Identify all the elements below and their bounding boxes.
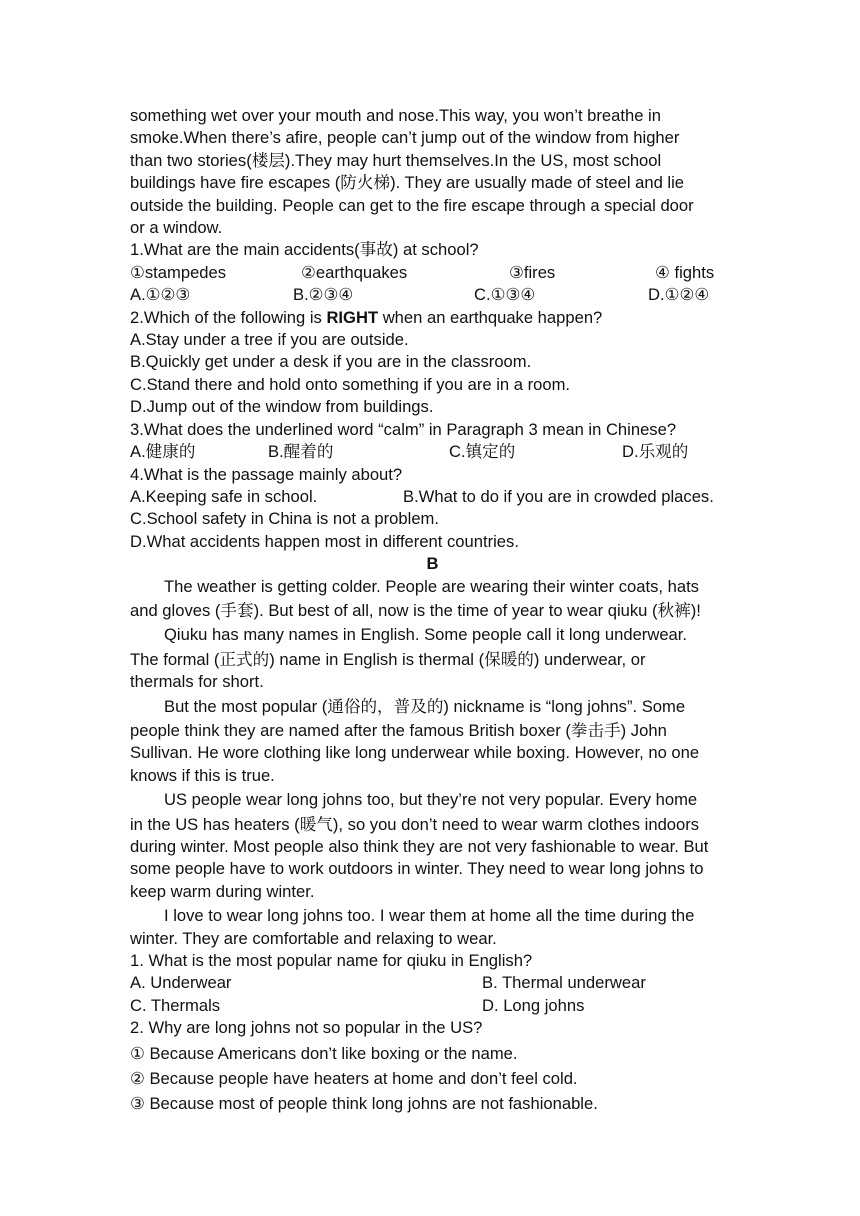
option-a: A. Underwear — [130, 973, 232, 993]
text-line: in the US has heaters (暖气), so you don’t need to wear warm clothes indoors — [130, 814, 700, 834]
question-suffix: when an earthquake happen? — [378, 307, 603, 327]
answer-options — [130, 284, 735, 306]
option-a: A.健康的 — [130, 442, 196, 462]
item: ④ fights — [655, 262, 715, 282]
text-line: smoke.When there’s afire, people can’t jump out of the window from higher — [130, 128, 680, 148]
item: ③fires — [509, 262, 556, 282]
question-text: 3.What does the underlined word “calm” in Paragraph 3 mean in Chinese? — [130, 419, 677, 439]
question-3 — [130, 419, 735, 464]
answer-options — [130, 995, 735, 1017]
question-text — [130, 307, 735, 329]
question-text: 1. What is the most popular name for qiuku in English? — [130, 951, 533, 971]
answer-options — [130, 441, 735, 463]
question-1 — [130, 239, 735, 306]
text-line: The weather is getting colder. People are wearing their winter coats, hats — [164, 576, 699, 596]
list-item: ① Because Americans don’t like boxing or the name. — [130, 1043, 518, 1063]
question-4 — [130, 464, 735, 554]
item: ①stampedes — [130, 262, 227, 282]
document-page — [130, 105, 735, 1116]
option-c: C. Thermals — [130, 995, 221, 1015]
list-item: ② Because people have heaters at home and don’t feel cold. — [130, 1069, 578, 1089]
answer-options — [130, 972, 735, 994]
question-b2 — [130, 1017, 735, 1116]
question-text: 4.What is the passage mainly about? — [130, 464, 403, 484]
option-a: A.①②③ — [130, 285, 191, 305]
item: ②earthquakes — [301, 262, 408, 282]
text-line: knows if this is true. — [130, 765, 275, 785]
option-a: A.Keeping safe in school. — [130, 486, 318, 506]
text-line: than two stories(楼层).They may hurt themselves.In the US, most school — [130, 150, 662, 170]
question-b1 — [130, 950, 735, 1017]
text-line: thermals for short. — [130, 672, 264, 692]
text-line: But the most popular (通俗的，普及的) nickname is “long johns”. Some — [164, 696, 686, 716]
question-emphasis: RIGHT — [326, 307, 379, 327]
option-d: D.①②④ — [648, 285, 710, 305]
text-line: or a window. — [130, 218, 223, 238]
paragraph — [130, 576, 735, 623]
paragraph — [130, 905, 735, 950]
option-b: B.醒着的 — [268, 442, 334, 462]
option-c: C.镇定的 — [449, 442, 516, 462]
option-c: C.School safety in China is not a problem. — [130, 509, 439, 529]
question-items — [130, 262, 735, 284]
text-line: The formal (正式的) name in English is thermal (保暖的) underwear, or — [130, 649, 646, 669]
text-line: Qiuku has many names in English. Some people call it long underwear. — [164, 625, 687, 645]
paragraph — [130, 624, 735, 693]
question-text: 1.What are the main accidents(事故) at school? — [130, 240, 479, 260]
text-line: buildings have fire escapes (防火梯). They are usually made of steel and lie — [130, 173, 685, 193]
passage-a-tail — [130, 105, 735, 239]
text-line: people think they are named after the famous British boxer (拳击手) John — [130, 720, 667, 740]
text-line: US people wear long johns too, but they’re not very popular. Every home — [164, 790, 698, 810]
text-line: I love to wear long johns too. I wear them at home all the time during the — [164, 906, 695, 926]
option-b: B.What to do if you are in crowded places. — [403, 486, 714, 506]
section-heading: B — [426, 554, 439, 574]
text-line: Sullivan. He wore clothing like long underwear while boxing. However, no one — [130, 743, 700, 763]
text-line: some people have to work outdoors in winter. They need to wear long johns to — [130, 859, 704, 879]
passage-b — [130, 576, 735, 951]
option-b: B.②③④ — [293, 285, 354, 305]
option-d: D.Jump out of the window from buildings. — [130, 397, 434, 417]
text-line: keep warm during winter. — [130, 881, 315, 901]
text-line: something wet over your mouth and nose.This way, you won’t breathe in — [130, 106, 661, 125]
option-a: A.Stay under a tree if you are outside. — [130, 330, 409, 350]
option-d: D.What accidents happen most in different countries. — [130, 531, 519, 551]
option-c: C.Stand there and hold onto something if you are in a room. — [130, 374, 571, 394]
answer-options — [130, 486, 735, 508]
question-prefix: 2.Which of the following is — [130, 307, 327, 327]
paragraph — [130, 789, 735, 903]
text-line: outside the building. People can get to the fire escape through a special door — [130, 195, 694, 215]
text-line: during winter. Most people also think they are not very fashionable to wear. But — [130, 837, 709, 856]
question-2 — [130, 307, 735, 419]
question-text: 2. Why are long johns not so popular in the US? — [130, 1018, 483, 1038]
paragraph — [130, 696, 735, 788]
option-d: D. Long johns — [482, 995, 585, 1015]
option-d: D.乐观的 — [622, 442, 689, 462]
option-c: C.①③④ — [474, 285, 536, 305]
option-b: B. Thermal underwear — [482, 973, 646, 993]
option-b: B.Quickly get under a desk if you are in the classroom. — [130, 352, 532, 372]
text-line: and gloves (手套). But best of all, now is the time of year to wear qiuku (秋裤)! — [130, 600, 701, 620]
list-item: ③ Because most of people think long johns are not fashionable. — [130, 1094, 598, 1114]
text-line: winter. They are comfortable and relaxing to wear. — [130, 928, 497, 948]
